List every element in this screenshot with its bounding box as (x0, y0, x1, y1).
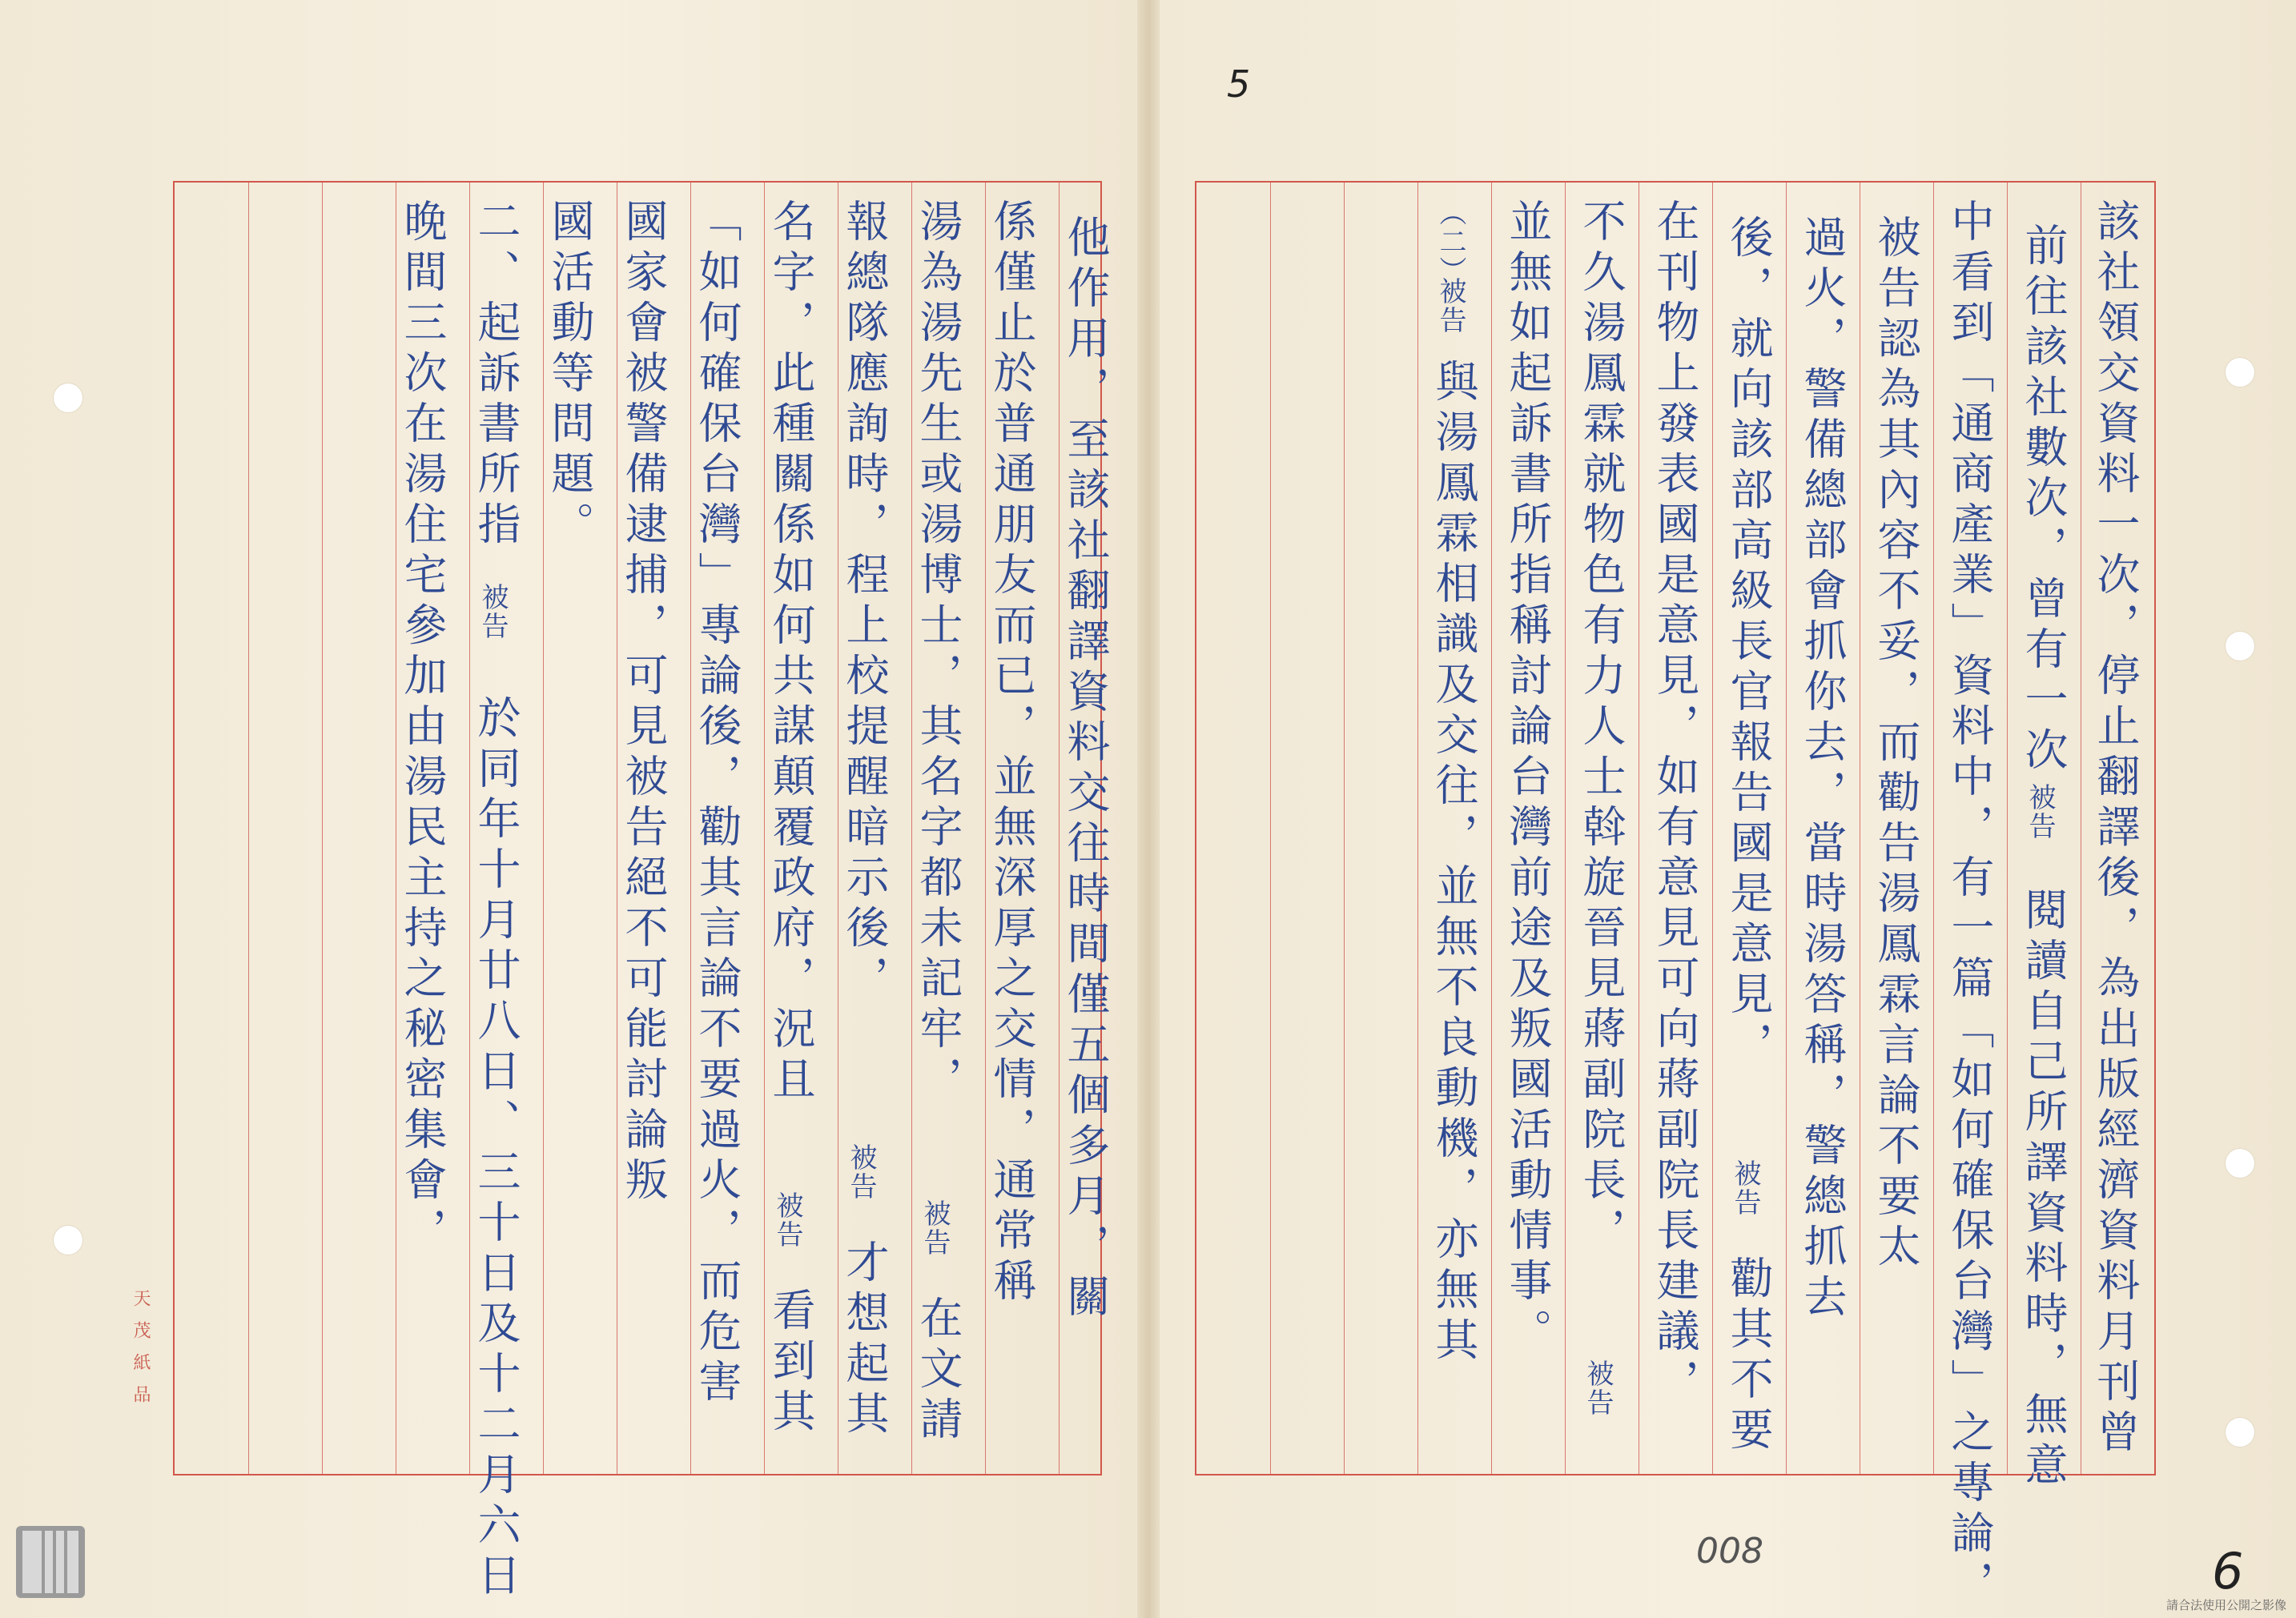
inserted-word: 被告 (2024, 783, 2056, 841)
handwritten-line: 於同年十月廿八日、三十日及十二月六日 (471, 695, 521, 1603)
handwritten-line: 不久湯鳳霖就物色有力人士斡旋晉見蔣副院長， (1576, 199, 1627, 1258)
inserted-word: 被告 (1582, 1359, 1614, 1417)
handwritten-line: 前往該社數次，曾有一次 (2018, 223, 2069, 777)
handwritten-line: 國活動等問題。 (545, 199, 595, 552)
binder-hole (53, 383, 83, 413)
binder-hole (2225, 357, 2255, 387)
handwritten-line: 報總隊應詢時，程上校提醒暗示後， (839, 199, 890, 1006)
inserted-word: 被告 (771, 1191, 803, 1249)
handwritten-line: 後，就向該部高級長官報告國是意見， (1723, 215, 1774, 1072)
handwritten-line: 中看到「通商產業」資料中，有一篇「如何確保台灣」之專論， (1944, 199, 1995, 1611)
handwritten-line: 他作用，至該社翻譯資料交往時間僅五個多月，關 (1060, 215, 1111, 1324)
handwritten-line: 並無如起訴書所指稱討論台灣前途及叛國活動情事。 (1502, 199, 1553, 1359)
handwritten-line: 在刊物上發表國是意見，如有意見可向蔣副院長建議， (1650, 199, 1700, 1409)
book-gutter (1137, 0, 1160, 1618)
corner-page-number: 6 (2212, 1542, 2244, 1600)
inserted-word: 被告 (1729, 1159, 1761, 1217)
handwritten-line: 二、起訴書所指 (471, 199, 521, 552)
archive-book-icon (6, 1518, 94, 1606)
left-manuscript-frame (173, 181, 1111, 1603)
binder-hole (2225, 1148, 2255, 1178)
handwritten-line: 過火，警備總部會抓你去，當時湯答稱，警總抓去 (1797, 215, 1848, 1324)
binder-hole (2225, 1417, 2255, 1447)
handwritten-line: 名字，此種關係如何共謀顛覆政府，況且 (766, 199, 816, 1106)
handwritten-line: 在文請 (913, 1295, 963, 1447)
handwritten-line: 與湯鳳霖相識及交往，並無不良動機，亦無其 (1429, 359, 1479, 1367)
handwritten-line: 閱讀自己所譯資料時，無意 (2018, 887, 2069, 1492)
handwritten-line: 該社領交資料一次，停止翻譯後，為出版經濟資料月刊曾 (2090, 199, 2141, 1459)
handwritten-line: 被告認為其內容不妥，而勸告湯鳳霖言論不要太 (1871, 215, 1921, 1274)
inserted-word: 被告 (919, 1199, 951, 1257)
binder-hole (53, 1225, 83, 1255)
handwritten-line: 湯為湯先生或湯博士，其名字都未記牢， (913, 199, 963, 1106)
binder-hole (2225, 631, 2255, 661)
handwritten-line: 「如何確保台灣」專論後，勸其言論不要過火，而危害 (692, 199, 742, 1409)
handwritten-line: 國家會被警備逮捕，可見被告絕不可能討論叛 (618, 199, 669, 1207)
paper-brand-mark: 天茂紙品 (131, 1289, 151, 1417)
handwritten-line: 才想起其 (839, 1239, 890, 1441)
header-page-number: 5 (1227, 62, 1251, 106)
inserted-word: 被告 (845, 1143, 877, 1201)
handwritten-line: 看到其 (766, 1287, 816, 1439)
handwritten-line: 係僅止於普通朋友而已，並無深厚之交情，通常稱 (987, 199, 1037, 1308)
inserted-word: 被告 (1434, 277, 1466, 335)
image-usage-caption: 請合法使用公開之影像 (2165, 1598, 2286, 1612)
handwritten-line: 勸其不要 (1723, 1255, 1774, 1457)
inserted-word: 被告 (476, 583, 509, 640)
handwritten-line: 晚間三次在湯住宅參加由湯民主持之秘密集會， (397, 199, 448, 1258)
pencil-folio-number: 008 (1696, 1531, 1763, 1572)
section-marker: （二） (1434, 199, 1466, 285)
